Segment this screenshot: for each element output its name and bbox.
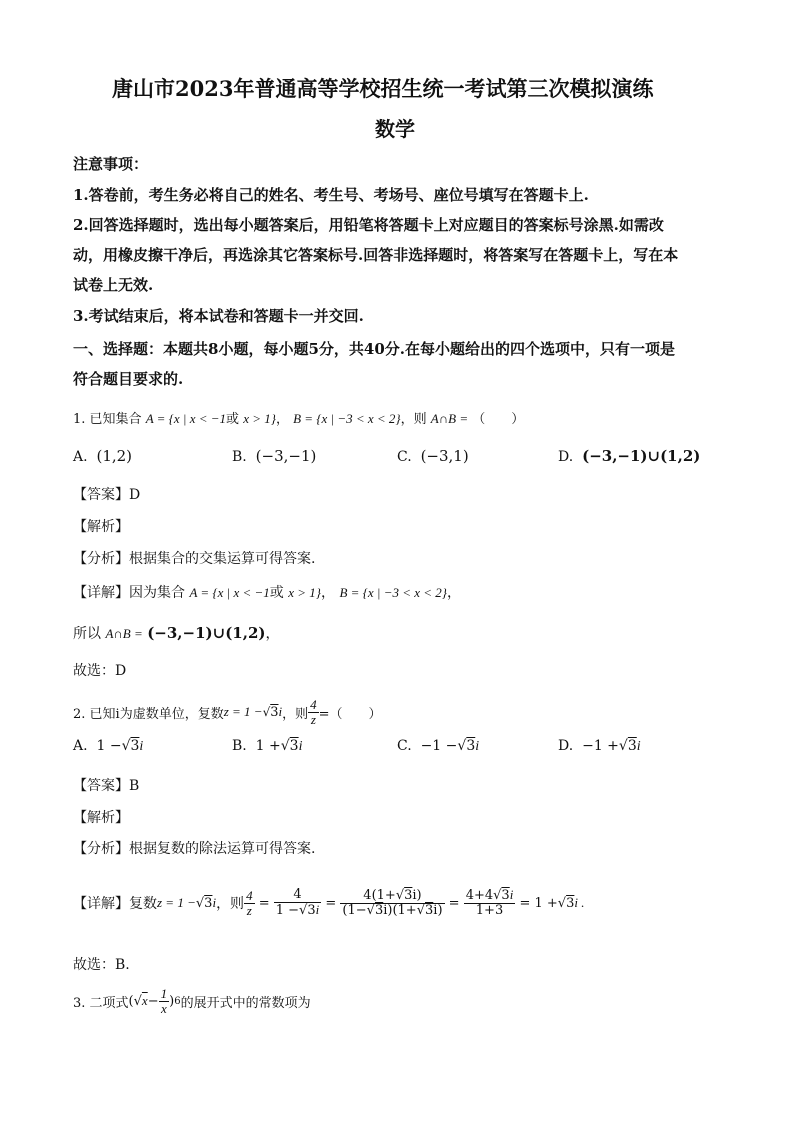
choose-1: 故选：D (73, 663, 127, 679)
option-label: C. (397, 738, 412, 754)
option-label: C. (397, 449, 412, 465)
answer-paren: =（ ） (318, 706, 382, 722)
imag-unit: i (315, 902, 320, 917)
sqrt-3: 3 (374, 902, 384, 918)
question-3: 3. 二项式 ( √ x − $\frac{1}{x}$ ) 6 的展开式中的常数项为 (73, 985, 311, 1016)
option-d: D. −1 +√3i (558, 738, 641, 754)
fraction-step-1 (274, 888, 322, 917)
comma: ， (447, 585, 461, 601)
comma: ， (265, 626, 280, 642)
num-part: 4+4 (465, 888, 494, 904)
imag-unit: i (139, 739, 144, 754)
answer-2: 【答案】B (73, 778, 140, 794)
denominator: z (246, 902, 252, 918)
num-part: i) (412, 887, 422, 903)
option-b: B. 1 +√3i (232, 738, 303, 754)
comma: ， (321, 585, 335, 601)
imag-unit: i (212, 895, 217, 910)
z-expr: z = 1 − (157, 895, 196, 910)
option-label: A. (73, 738, 88, 754)
then-word: ，则 (400, 412, 427, 427)
sqrt-3: 3 (627, 738, 637, 754)
answer-paren: （ ） (472, 412, 525, 427)
or-word: 或 (269, 585, 284, 601)
exponent: 6 (174, 995, 181, 1007)
set-b: B = {x | −3 < x < 2} (293, 411, 401, 426)
fraction-4-over-z (308, 698, 319, 726)
fraction-4-over-z (244, 889, 255, 917)
option-value: (−3,1) (420, 447, 469, 465)
fraction-1-over-x (159, 987, 170, 1015)
option-label: D. (558, 738, 574, 754)
option-d (558, 447, 700, 465)
option-c: C. −1 −√3i (397, 738, 480, 754)
sqrt-3: 3 (566, 895, 575, 911)
subject-title: 数学 (375, 117, 415, 141)
sqrt-3: 3 (307, 903, 316, 918)
set-a: A = {x | x < −1 (189, 585, 270, 600)
option-value: 1 + (255, 738, 281, 754)
open-paren: ( (128, 993, 134, 1009)
set-a: A = {x | x < −1 (145, 411, 227, 426)
so-word: 所以 (73, 626, 101, 642)
close-paren: ) (169, 993, 175, 1009)
set-a-end: x > 1} (288, 585, 321, 600)
den-part: (1− (342, 902, 367, 918)
question-3-text: 的展开式中的常数项为 (180, 995, 311, 1011)
numerator: 4 (274, 888, 322, 903)
analysis-tag-2: 【解析】 (73, 810, 129, 826)
option-c (397, 447, 469, 465)
notice-item-2-line-3: 试卷上无效. (73, 276, 154, 294)
notice-item-1: 1.答卷前，考生务必将自己的姓名、考生号、考场号、座位号填写在答题卡上. (73, 186, 589, 204)
analysis-tag-1: 【解析】 (73, 519, 129, 535)
den-part: i) (433, 902, 443, 918)
set-a-end: x > 1} (243, 411, 276, 426)
notice-item-2-line-2: 动，用橡皮擦干净后，再选涂其它答案标号.回答非选择题时，将答案写在答题卡上，写在本 (73, 246, 679, 264)
z-expr: z = 1 − (223, 704, 263, 719)
notice-item-3: 3.考试结束后，将本试卷和答题卡一并交回. (73, 307, 364, 325)
fraction-step-2 (340, 889, 444, 917)
den-part: i)(1+ (383, 902, 417, 918)
imag-unit: i (509, 887, 514, 903)
then-word: ，则 (282, 706, 309, 722)
question-2: 2. 已知i为虚数单位，复数 z = 1 − √ 3 i ，则 $\frac{4}{z}$ =（ ） (73, 696, 382, 727)
detail-2: 【详解】复数 z = 1 − √ 3 i ，则 $\frac{4}{z}$ = $\frac{4}{1 -√3i}$ = $\frac{4(1+√3i)}{(1-√3i)(1+√3i)}$ = $\frac{4+4√3i}{1+3}$ = 1 + √ 3 i . (73, 887, 585, 918)
sqrt-3: 3 (130, 738, 140, 754)
comma: ， (275, 412, 289, 427)
option-value: (−3,−1)∪(1,2) (582, 447, 701, 465)
section-heading-line-2: 符合题目要求的. (73, 370, 184, 388)
question-3-number: 3. 二项式 (73, 995, 129, 1011)
denominator: z (310, 711, 316, 727)
sqrt-3: 3 (425, 902, 434, 918)
conclusion-1 (73, 623, 280, 643)
option-b (232, 447, 316, 465)
sqrt-3: 3 (270, 704, 279, 720)
notice-item-2-line-1: 2.回答选择题时，选出每小题答案后，用铅笔将答题卡上对应题目的答案标号涂黑.如需改 (73, 216, 664, 234)
fraction-step-3 (464, 888, 516, 917)
denominator: 1 −√3i (275, 902, 320, 918)
notice-heading: 注意事项： (73, 155, 149, 173)
numerator: 4 (310, 696, 317, 712)
sqrt-3: 3 (466, 738, 476, 754)
imag-unit: i (636, 739, 641, 754)
result-end: i . (574, 895, 585, 910)
option-value: −1 − (420, 738, 458, 754)
page-title: 唐山市2023年普通高等学校招生统一考试第三次模拟演练 (112, 76, 654, 101)
option-value: −1 + (582, 738, 619, 754)
numerator: 1 (160, 985, 168, 1001)
numerator: 4+4√3i (465, 887, 514, 904)
option-label: B. (232, 738, 247, 754)
or-word: 或 (226, 412, 240, 427)
sqrt-3: 3 (404, 887, 413, 903)
option-label: D. (558, 449, 574, 465)
sqrt-3: 3 (501, 888, 510, 904)
intersection-value: (−3,−1)∪(1,2) (147, 624, 266, 642)
denominator: (1−√3i)(1+√3i) (342, 902, 443, 918)
imag-unit: i (298, 739, 303, 754)
question-1-number: 1. 已知集合 (73, 412, 142, 427)
choose-2: 故选：B. (73, 957, 130, 973)
section-heading-line-1: 一、选择题：本题共8小题，每小题5分，共40分.在每小题给出的四个选项中，只有一项是 (73, 340, 675, 358)
detail-prefix: 【详解】复数 (73, 896, 157, 912)
set-b: B = {x | −3 < x < 2} (339, 585, 447, 600)
numerator: 4 (246, 887, 253, 903)
analysis-2: 【分析】根据复数的除法运算可得答案. (73, 841, 316, 857)
imag-unit: i (278, 704, 283, 719)
num-part: 4(1+ (363, 887, 396, 903)
imag-unit: i (475, 739, 480, 754)
denominator: 1+3 (475, 903, 504, 918)
sqrt-3: 3 (289, 738, 299, 754)
question-2-number: 2. 已知i为虚数单位，复数 (73, 706, 224, 722)
option-a: A. 1 −√3i (73, 738, 144, 754)
option-a (73, 447, 132, 465)
sqrt-x: x (141, 993, 148, 1008)
option-value: 1 − (96, 738, 122, 754)
den-pre: 1 − (275, 903, 300, 918)
intersection-expr: A∩B = (105, 626, 143, 641)
analysis-1: 【分析】根据集合的交集运算可得答案. (73, 551, 316, 567)
then-word: ，则 (216, 896, 245, 912)
intersection-expr: A∩B = (430, 411, 469, 426)
result: = 1 + (519, 895, 558, 911)
answer-1: 【答案】D (73, 487, 141, 503)
detail-prefix: 【详解】因为集合 (73, 585, 185, 601)
minus-sign: − (147, 993, 159, 1009)
question-1 (73, 408, 524, 427)
option-label: A. (73, 449, 88, 465)
denominator: x (160, 1000, 167, 1016)
numerator: 4(1+√3i) (340, 889, 444, 904)
sqrt-3: 3 (204, 895, 213, 911)
option-value: (−3,−1) (255, 447, 317, 465)
option-label: B. (232, 449, 247, 465)
option-value: (1,2) (96, 447, 133, 465)
detail-1 (73, 582, 461, 602)
